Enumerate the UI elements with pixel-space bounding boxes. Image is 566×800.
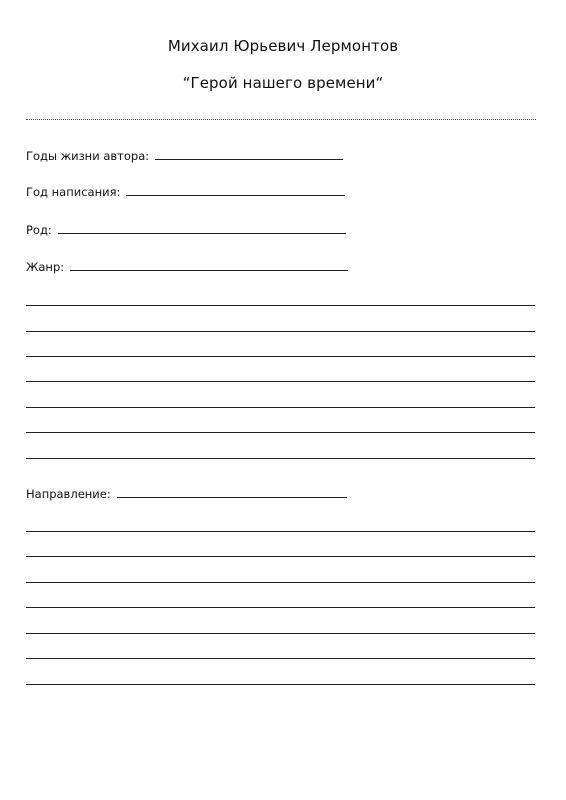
writing-line[interactable] bbox=[26, 432, 535, 433]
writing-line[interactable] bbox=[26, 305, 535, 306]
writing-line[interactable] bbox=[26, 607, 535, 608]
writing-line[interactable] bbox=[26, 356, 535, 357]
writing-line[interactable] bbox=[26, 407, 535, 408]
writing-line[interactable] bbox=[26, 331, 535, 332]
years-label: Годы жизни автора: bbox=[26, 149, 150, 163]
writing-line[interactable] bbox=[26, 658, 535, 659]
writing-line[interactable] bbox=[26, 381, 535, 382]
year-written-field bbox=[26, 181, 345, 199]
genre-field bbox=[26, 256, 348, 274]
years-answer-line[interactable] bbox=[155, 159, 343, 160]
writing-line[interactable] bbox=[26, 684, 535, 685]
kind-field bbox=[26, 219, 346, 237]
writing-line[interactable] bbox=[26, 458, 535, 459]
direction-answer-line[interactable] bbox=[117, 497, 347, 498]
years-field bbox=[26, 145, 343, 163]
writing-line[interactable] bbox=[26, 582, 535, 583]
dotted-separator bbox=[26, 119, 536, 120]
writing-line[interactable] bbox=[26, 531, 535, 532]
year-written-answer-line[interactable] bbox=[126, 195, 345, 196]
direction-field bbox=[26, 483, 347, 501]
author-heading: Михаил Юрьевич Лермонтов bbox=[167, 37, 399, 55]
kind-label: Род: bbox=[26, 223, 52, 237]
kind-answer-line[interactable] bbox=[58, 233, 346, 234]
work-title-heading: “Герой нашего времени“ bbox=[182, 74, 384, 92]
writing-line[interactable] bbox=[26, 633, 535, 634]
direction-label: Направление: bbox=[26, 487, 111, 501]
genre-answer-line[interactable] bbox=[70, 270, 348, 271]
genre-label: Жанр: bbox=[26, 260, 65, 274]
writing-line[interactable] bbox=[26, 556, 535, 557]
year-written-label: Год написания: bbox=[26, 185, 121, 199]
